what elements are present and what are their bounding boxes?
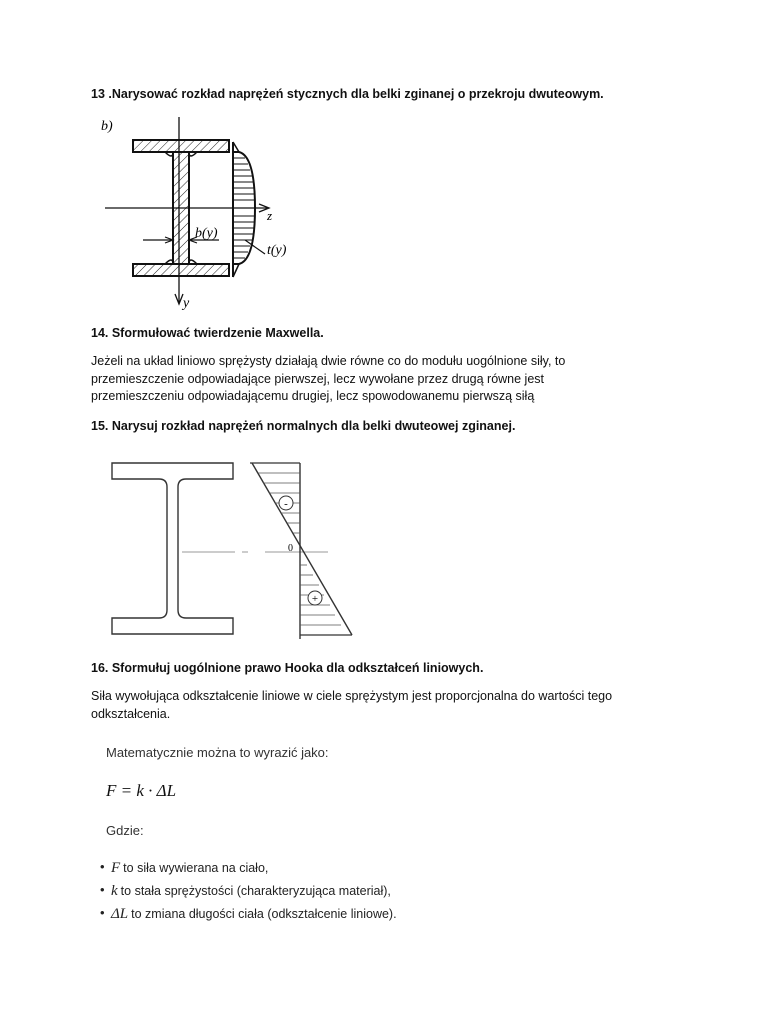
q14-line-1: Jeżeli na układ liniowo sprężysty działają dwie równe co do modułu uogólnione siły, to — [91, 354, 566, 368]
q16-heading: 16. Sformułuj uogólnione prawo Hooka dla odkształceń liniowych. — [91, 661, 484, 675]
symbol-description: to zmiana długości ciała (odkształcenie liniowe). — [131, 907, 397, 921]
math-intro: Matematycznie można to wyrazić jako: — [106, 745, 329, 760]
symbol: F — [111, 860, 121, 876]
minus-label: - — [284, 498, 288, 510]
q13-heading: 13 .Narysować rozkład naprężeń stycznych dla belki zginanej o przekroju dwuteowym. — [91, 87, 604, 101]
list-item: • k to stała sprężystości (charakteryzująca materiał), — [100, 882, 391, 899]
q14-line-3: przemieszczeniu odpowiadającemu drugiej, lecz spowodowanemu pierwszą siłą — [91, 389, 535, 403]
y-label: y — [183, 296, 190, 311]
bottom-flange — [133, 264, 229, 276]
list-item: • ΔL to zmiana długości ciała (odkształcenie liniowe). — [100, 905, 397, 922]
t-label: t(y) — [267, 243, 287, 258]
symbol-description: to stała sprężystości (charakteryzująca materiał), — [120, 884, 391, 898]
z-label: z — [267, 208, 273, 223]
q14-answer — [91, 353, 565, 406]
q15-heading: 15. Narysuj rozkład naprężeń normalnych dla belki dwuteowej zginanej. — [91, 419, 516, 433]
stress-line — [252, 463, 352, 635]
b-label: b(y) — [195, 226, 218, 241]
q16-answer — [91, 688, 612, 723]
plus-label: + — [311, 593, 319, 605]
ibeam-normal-stress-figure — [100, 455, 370, 645]
ibeam-outline — [112, 463, 233, 634]
zero-label: 0 — [288, 543, 293, 554]
panel-label: b) — [101, 119, 113, 134]
q16-line-2: odkształcenia. — [91, 706, 171, 721]
q14-heading: 14. Sformułować twierdzenie Maxwella. — [91, 326, 324, 340]
symbol: k — [111, 883, 118, 899]
top-flange — [133, 140, 229, 152]
hooke-formula: F = k · ΔL — [106, 781, 177, 800]
q14-line-2: przemieszczenie odpowiadające pierwszej, lecz wywołane przez drugą równe jest — [91, 371, 544, 386]
list-item: • F to siła wywierana na ciało, — [100, 859, 269, 876]
ibeam-shear-stress-figure — [95, 112, 325, 317]
q16-line-1: Siła wywołująca odkształcenie liniowe w ciele sprężystym jest proporcjonalna do wartości tego — [91, 689, 613, 703]
symbol: ΔL — [111, 906, 129, 922]
where-label: Gdzie: — [106, 823, 144, 838]
symbol-list — [100, 859, 397, 929]
symbol-description: to siła wywierana na ciało, — [123, 861, 269, 875]
